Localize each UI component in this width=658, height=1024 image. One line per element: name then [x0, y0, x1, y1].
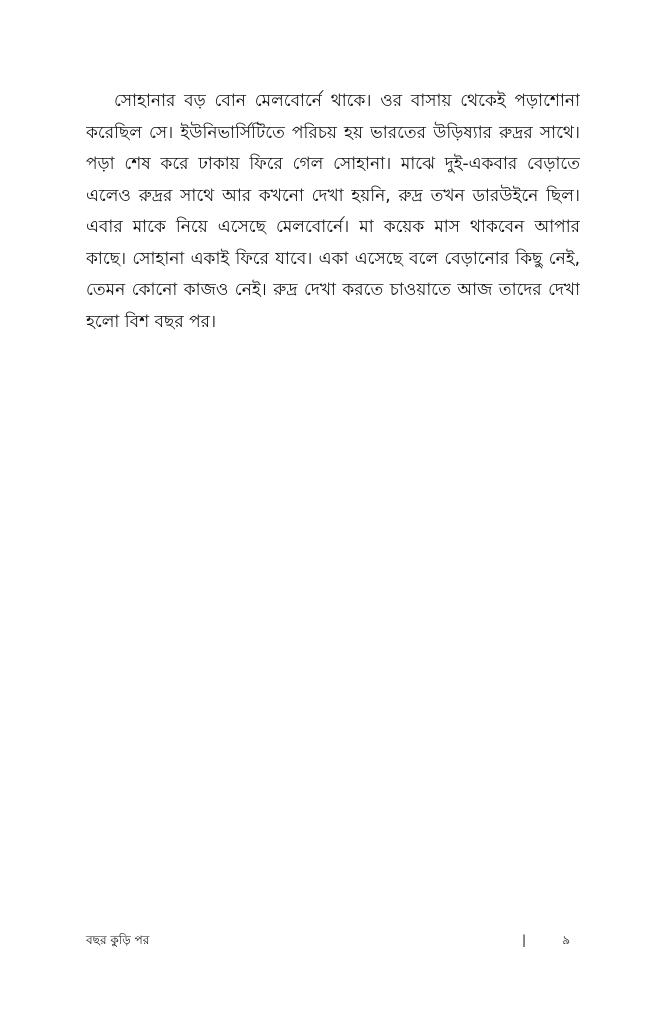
paragraph-line: সোহানার বড় বোন মেলবোর্নে থাকে। ওর বাসায় থেকেই পড়াশোনা	[114, 91, 580, 111]
page-number: ৯	[562, 933, 570, 947]
paragraph-line: করেছিল সে। ইউনিভার্সিটিতে পরিচয় হয় ভারতের উড়িষ্যার রুদ্রর সাথে।	[86, 122, 580, 143]
paragraph-line: এলেও রুদ্রর সাথে আর কখনো দেখা হয়নি, রুদ্র তখন ডারউইনে ছিল।	[86, 185, 580, 206]
body-paragraph	[86, 86, 580, 338]
paragraph-line: পড়া শেষ করে ঢাকায় ফিরে গেল সোহানা। মাঝে দুই-একবার বেড়াতে	[86, 154, 580, 174]
running-title: বছর কুড়ি পর	[86, 933, 150, 947]
paragraph-line: তেমন কোনো কাজও নেই। রুদ্র দেখা করতে চাওয়াতে আজ তাদের দেখা	[86, 280, 580, 300]
paragraph-line: এবার মাকে নিয়ে এসেছে মেলবোর্নে। মা কয়েক মাস থাকবেন আপার	[86, 217, 580, 237]
paragraph-line: কাছে। সোহানা একাই ফিরে যাবে। একা এসেছে বলে বেড়ানোর কিছু নেই,	[86, 248, 580, 269]
paragraph-line: হলো বিশ বছর পর।	[86, 311, 217, 332]
footer-separator: |	[521, 933, 526, 947]
page-footer	[86, 928, 576, 952]
